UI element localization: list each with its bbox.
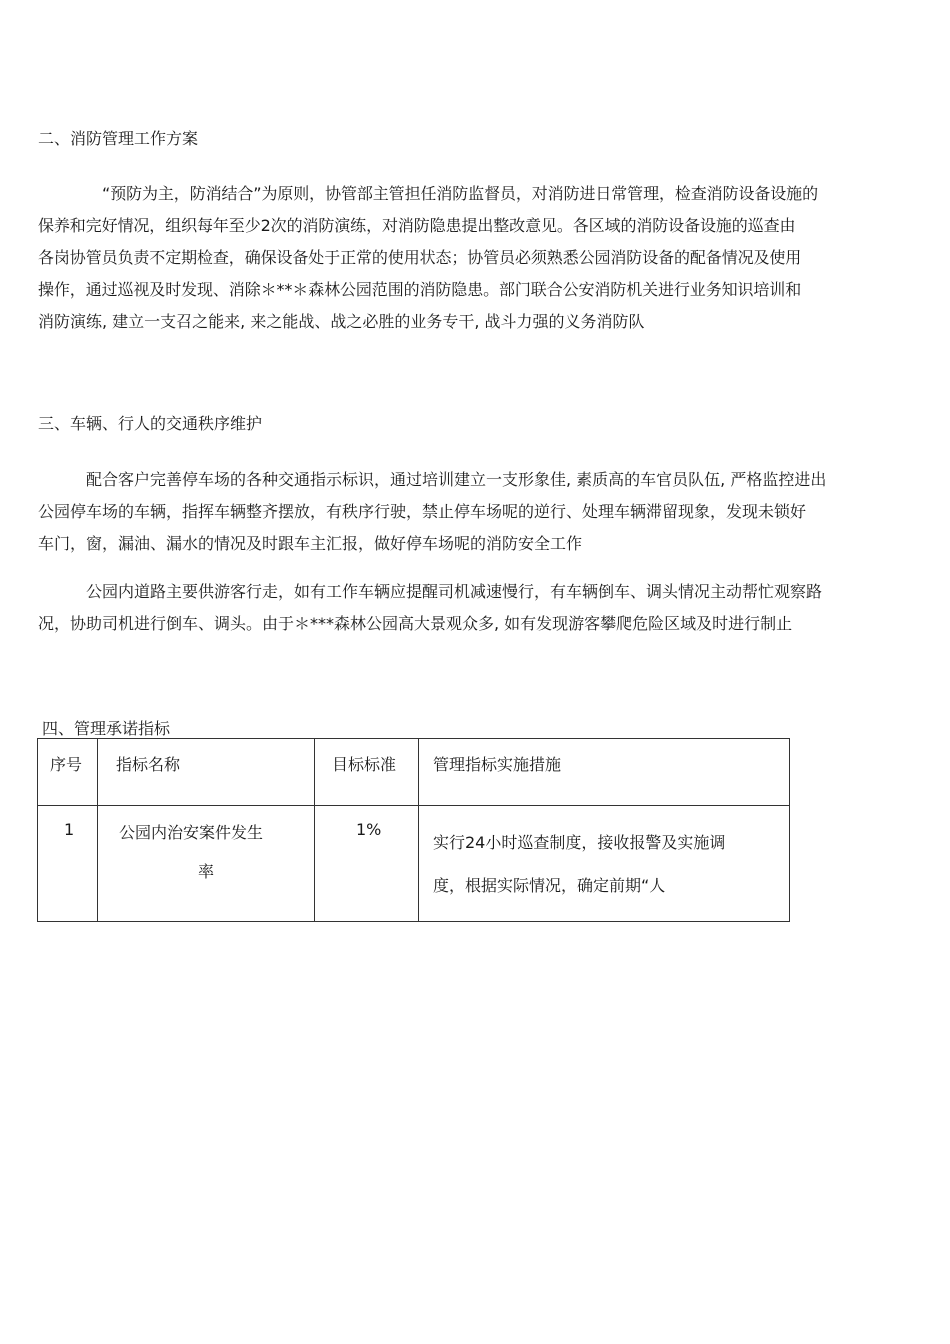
table-row <box>38 806 790 922</box>
paragraph-line: 公园停车场的车辆，指挥车辆整齐摆放，有秩序行驶，禁止停车场呢的逆行、处理车辆滞留现象，发现未锁好 <box>38 502 807 521</box>
section2-paragraph <box>38 178 918 338</box>
table-header-cell: 序号 <box>38 739 98 806</box>
section2-heading: 二、消防管理工作方案 <box>38 129 199 148</box>
table-cell-measure: 实行24小时巡查制度，接收报警及实施调 度，根据实际情况，确定前期“人 <box>419 806 790 922</box>
section3-heading: 三、车辆、行人的交通秩序维护 <box>38 414 263 433</box>
paragraph-line: 车门，窗，漏油、漏水的情况及时跟车主汇报，做好停车场呢的消防安全工作 <box>38 534 583 553</box>
paragraph-line: 配合客户完善停车场的各种交通指示标识，通过培训建立一支形象佳, 素质高的车官员队伍, 严格监控进出 <box>86 470 827 489</box>
table-cell-name: 公园内治安案件发生 率 <box>98 806 315 922</box>
section4-heading: 四、管理承诺指标 <box>42 719 171 738</box>
table-cell-no: 1 <box>38 806 98 922</box>
table-header-cell: 目标标准 <box>315 739 419 806</box>
table-cell-target: 1% <box>315 806 419 922</box>
paragraph-line: 消防演练, 建立一支召之能来, 来之能战、战之必胜的业务专干, 战斗力强的义务消防队 <box>38 312 645 331</box>
paragraph-line: 各岗协管员负责不定期检查，确保设备处于正常的使用状态；协管员必须熟悉公园消防设备的配备情况及使用 <box>38 248 802 267</box>
indicator-table <box>37 738 789 922</box>
table-header-row <box>38 739 790 806</box>
paragraph-line: 操作，通过巡视及时发现、消除＊**＊森林公园范围的消防隐患。部门联合公安消防机关进行业务知识培训和 <box>38 280 802 299</box>
paragraph-line: “预防为主，防消结合”为原则，协管部主管担任消防监督员，对消防进日常管理，检查消防设备设施的 <box>102 184 818 203</box>
paragraph-line: 公园内道路主要供游客行走，如有工作车辆应提醒司机减速慢行，有车辆倒车、调头情况主动帮忙观察路 <box>86 582 823 601</box>
section3-paragraph-1 <box>38 464 918 560</box>
table-header-cell: 指标名称 <box>98 739 315 806</box>
table-header-cell: 管理指标实施措施 <box>419 739 790 806</box>
paragraph-line: 况，协助司机进行倒车、调头。由于＊***森林公园高大景观众多, 如有发现游客攀爬危险区域及时进行制止 <box>38 614 793 633</box>
section3-paragraph-2 <box>38 576 918 640</box>
paragraph-line: 保养和完好情况，组织每年至少2次的消防演练，对消防隐患提出整改意见。各区域的消防设备设施的巡查由 <box>38 216 796 235</box>
